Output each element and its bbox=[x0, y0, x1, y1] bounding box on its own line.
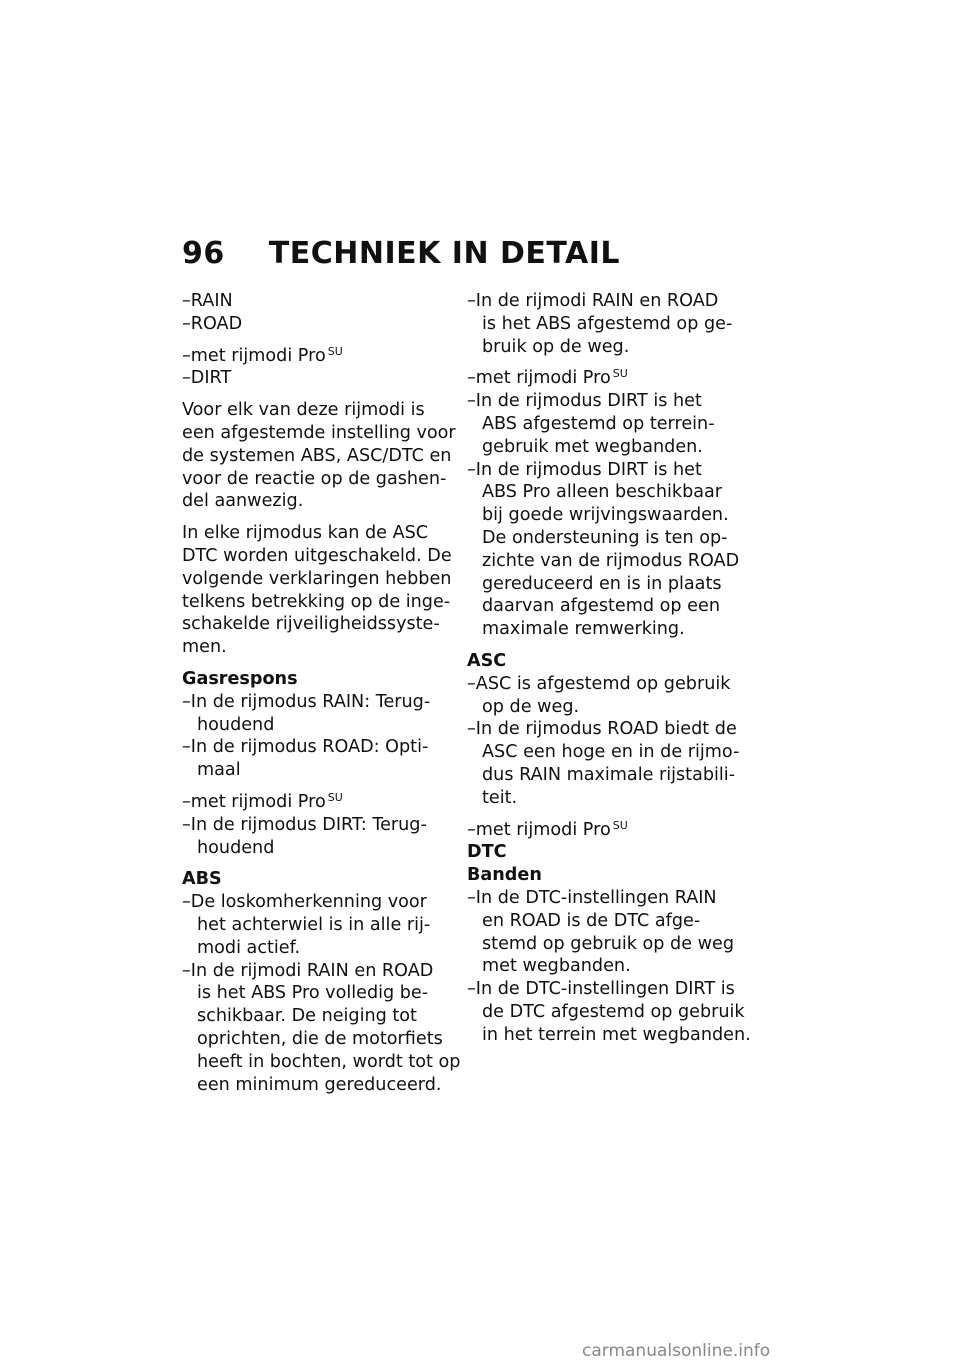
line-text: schakelde rijveiligheidssyste- bbox=[182, 614, 440, 635]
line-text: teit. bbox=[482, 787, 518, 808]
line-text: DTC bbox=[467, 842, 507, 863]
text-line bbox=[467, 819, 742, 842]
text-line bbox=[182, 691, 457, 714]
text-line bbox=[182, 937, 457, 960]
text-line bbox=[182, 468, 457, 491]
text-line bbox=[182, 714, 457, 737]
text-line bbox=[467, 787, 742, 810]
text-line bbox=[182, 591, 457, 614]
text-line bbox=[182, 1005, 457, 1028]
text-line bbox=[182, 791, 457, 814]
line-text: het achterwiel is in alle rij- bbox=[197, 914, 431, 935]
line-text: Gasrespons bbox=[182, 668, 298, 689]
text-line bbox=[467, 313, 742, 336]
line-text: –In de rijmodi RAIN en ROAD bbox=[467, 291, 719, 311]
line-text: op de weg. bbox=[482, 696, 580, 717]
line-text: gebruik met wegbanden. bbox=[482, 436, 703, 457]
section-heading bbox=[182, 668, 457, 691]
line-text: zichte van de rijmodus ROAD bbox=[482, 550, 740, 571]
line-text: del aanwezig. bbox=[182, 491, 304, 512]
text-line bbox=[467, 933, 742, 956]
text-line bbox=[182, 891, 457, 914]
text-line bbox=[467, 459, 742, 482]
text-line bbox=[182, 1051, 461, 1074]
text-line bbox=[182, 290, 457, 313]
text-line bbox=[182, 545, 457, 568]
text-line bbox=[467, 595, 742, 618]
line-text: in het terrein met wegbanden. bbox=[482, 1024, 751, 1045]
text-line bbox=[467, 618, 742, 641]
text-line bbox=[182, 613, 457, 636]
page-number: 96 bbox=[182, 236, 225, 271]
line-text: ABS afgestemd op terrein- bbox=[482, 413, 715, 434]
line-text: en ROAD is de DTC afge- bbox=[482, 910, 701, 931]
line-text: heeft in bochten, wordt tot op bbox=[197, 1051, 461, 1072]
section-heading bbox=[467, 841, 742, 864]
text-line bbox=[467, 978, 742, 1001]
line-text: men. bbox=[182, 637, 227, 658]
text-line bbox=[467, 290, 742, 313]
text-line bbox=[467, 390, 742, 413]
text-line bbox=[182, 814, 457, 837]
line-text: dus RAIN maximale rijstabili- bbox=[482, 764, 736, 785]
text-line bbox=[467, 718, 742, 741]
text-line bbox=[182, 345, 457, 368]
line-text: de DTC afgestemd op gebruik bbox=[482, 1001, 745, 1022]
text-line bbox=[182, 960, 457, 983]
text-line bbox=[182, 422, 457, 445]
text-line bbox=[182, 313, 457, 336]
line-text: –DIRT bbox=[182, 368, 232, 389]
line-text: –In de DTC-instellingen DIRT is bbox=[467, 979, 735, 1000]
line-text: houdend bbox=[197, 837, 275, 858]
line-text: telkens betrekking op de inge- bbox=[182, 591, 451, 612]
line-text: stemd op gebruik op de weg bbox=[482, 933, 735, 954]
text-line bbox=[467, 764, 742, 787]
line-text: –In de rijmodus ROAD biedt de bbox=[467, 719, 737, 740]
line-text: de systemen ABS, ASC/DTC en bbox=[182, 445, 452, 466]
line-text: volgende verklaringen hebben bbox=[182, 568, 452, 589]
text-line bbox=[467, 573, 742, 596]
text-line bbox=[182, 1074, 457, 1097]
line-text: Banden bbox=[467, 865, 542, 886]
line-text: bij goede wrijvingswaarden. bbox=[482, 505, 729, 526]
line-text: ASC bbox=[467, 650, 507, 671]
text-line bbox=[467, 1001, 745, 1024]
line-text: gereduceerd en is in plaats bbox=[482, 573, 722, 594]
text-line bbox=[182, 568, 457, 591]
model-superscript: SU bbox=[327, 344, 343, 358]
line-text: daarvan afgestemd op een bbox=[482, 596, 720, 617]
text-line bbox=[467, 955, 742, 978]
line-text: ABS bbox=[182, 869, 222, 890]
text-line bbox=[182, 445, 457, 468]
text-line bbox=[467, 367, 742, 390]
line-text: –In de rijmodus DIRT is het bbox=[467, 459, 702, 480]
line-text: In elke rijmodus kan de ASC bbox=[182, 523, 429, 544]
section-heading bbox=[182, 868, 457, 891]
line-text: –met rijmodi Pro bbox=[182, 791, 326, 812]
line-text: maximale remwerking. bbox=[482, 619, 685, 640]
section-heading bbox=[467, 864, 742, 887]
line-text: voor de reactie op de gashen- bbox=[182, 468, 447, 489]
watermark-text: carmanualsonline.info bbox=[582, 1341, 771, 1361]
model-superscript: SU bbox=[327, 790, 343, 804]
text-line bbox=[182, 759, 457, 782]
text-line bbox=[467, 413, 742, 436]
page-header bbox=[182, 236, 620, 271]
text-line bbox=[182, 736, 457, 759]
line-text: –met rijmodi Pro bbox=[467, 368, 611, 389]
line-text: schikbaar. De neiging tot bbox=[197, 1006, 417, 1027]
line-text: bruik op de weg. bbox=[482, 336, 630, 357]
line-text: –De loskomherkenning voor bbox=[182, 892, 427, 913]
line-text: ABS Pro alleen beschikbaar bbox=[482, 482, 723, 503]
text-line bbox=[467, 504, 742, 527]
text-line bbox=[182, 490, 457, 513]
model-superscript: SU bbox=[612, 367, 628, 381]
text-line bbox=[182, 1028, 457, 1051]
line-text: –In de rijmodi RAIN en ROAD bbox=[182, 960, 434, 981]
line-text: –In de rijmodus ROAD: Opti- bbox=[182, 737, 429, 758]
line-text: houdend bbox=[197, 714, 275, 735]
section-heading bbox=[467, 650, 742, 673]
line-text: De ondersteuning is ten op- bbox=[482, 527, 728, 548]
line-text: ASC een hoge en in de rijmo- bbox=[482, 742, 740, 763]
text-line bbox=[182, 522, 457, 545]
right-text-column bbox=[467, 290, 751, 1047]
text-line bbox=[467, 527, 742, 550]
line-text: maal bbox=[197, 760, 241, 781]
line-text: met wegbanden. bbox=[482, 956, 631, 977]
text-line bbox=[182, 914, 457, 937]
text-line bbox=[182, 399, 457, 422]
line-text: –met rijmodi Pro bbox=[182, 345, 326, 366]
text-line bbox=[182, 367, 457, 390]
line-text: is het ABS Pro volledig be- bbox=[197, 983, 429, 1004]
text-line bbox=[467, 741, 742, 764]
model-superscript: SU bbox=[612, 818, 628, 832]
line-text: –met rijmodi Pro bbox=[467, 819, 611, 840]
line-text: DTC worden uitgeschakeld. De bbox=[182, 545, 452, 566]
line-text: –RAIN bbox=[182, 291, 233, 311]
line-text: Voor elk van deze rijmodi is bbox=[182, 400, 425, 421]
left-text-column bbox=[182, 290, 461, 1096]
line-text: een afgestemde instelling voor bbox=[182, 422, 456, 443]
text-line bbox=[467, 887, 742, 910]
line-text: –In de DTC-instellingen RAIN bbox=[467, 887, 717, 908]
line-text: –In de rijmodus DIRT is het bbox=[467, 391, 702, 412]
text-line bbox=[467, 696, 742, 719]
line-text: is het ABS afgestemd op ge- bbox=[482, 313, 733, 334]
text-line bbox=[467, 1024, 751, 1047]
line-text: –In de rijmodus DIRT: Terug- bbox=[182, 814, 427, 835]
text-line bbox=[467, 481, 742, 504]
text-line bbox=[182, 982, 457, 1005]
text-line bbox=[182, 636, 457, 659]
text-line bbox=[467, 336, 742, 359]
line-text: –ROAD bbox=[182, 313, 243, 334]
line-text: een minimum gereduceerd. bbox=[197, 1074, 442, 1095]
page-title: TECHNIEK IN DETAIL bbox=[268, 236, 621, 271]
text-line bbox=[182, 837, 457, 860]
line-text: oprichten, die de motorfiets bbox=[197, 1028, 443, 1049]
text-line bbox=[467, 910, 742, 933]
text-line bbox=[467, 673, 742, 696]
line-text: modi actief. bbox=[197, 937, 301, 958]
line-text: –ASC is afgestemd op gebruik bbox=[467, 673, 731, 694]
line-text: –In de rijmodus RAIN: Terug- bbox=[182, 691, 431, 712]
text-line bbox=[467, 436, 742, 459]
text-line bbox=[467, 550, 742, 573]
